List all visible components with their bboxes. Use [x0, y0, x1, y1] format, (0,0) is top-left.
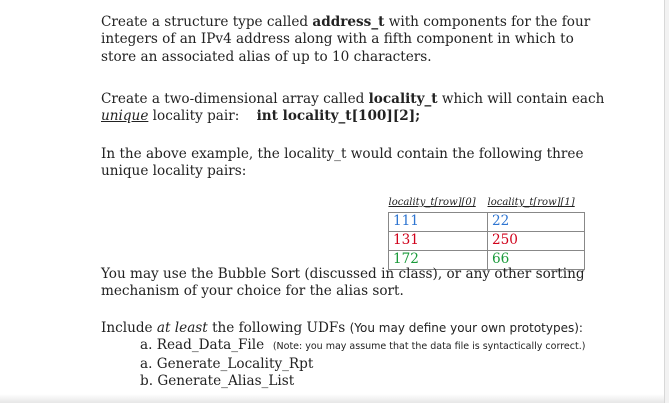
text: store an associated alias of up to 10 characters.	[101, 48, 432, 65]
text: (You may define your own prototypes):	[349, 321, 583, 335]
emphasis: at least	[156, 320, 208, 336]
page-bottom-shadow	[0, 394, 664, 403]
table-row	[389, 232, 585, 251]
emphasis: unique	[101, 108, 149, 125]
table-cell: 131	[389, 232, 488, 251]
text: Create a two-dimensional array called	[101, 91, 369, 107]
page-top-edge	[0, 0, 664, 2]
paragraph-example	[101, 146, 641, 181]
udf-note: (Note: you may assume that the data file is syntactically correct.)	[272, 341, 586, 353]
udf-item: b. Generate_Alias_List	[140, 373, 295, 390]
udf-item: a. Read_Data_File	[140, 337, 265, 354]
text: locality pair:	[148, 108, 240, 125]
text: the following UDFs	[207, 320, 350, 336]
table-cell: 66	[488, 251, 585, 270]
declaration: int locality_t[100][2];	[256, 108, 421, 125]
table-row	[389, 213, 585, 232]
column-header: locality_t[row][0]	[388, 197, 476, 208]
column-header: locality_t[row][1]	[487, 197, 575, 208]
text: mechanism of your choice for the alias sort.	[101, 283, 404, 300]
text: Create a structure type called	[101, 14, 313, 30]
paragraph-udfs	[101, 320, 641, 391]
table-cell: 250	[488, 232, 585, 251]
table-cell: 172	[389, 251, 488, 270]
text: You may use the Bubble Sort (discussed in class), or any other sorting	[101, 266, 585, 282]
text: with components for the four	[384, 14, 591, 30]
text: Include	[101, 320, 157, 336]
text: In the above example, the locality_t would contain the following three	[101, 146, 584, 162]
locality-table	[388, 194, 585, 270]
paragraph-sort	[101, 266, 641, 301]
bold-term: locality_t	[368, 91, 438, 107]
paragraph-address-struct	[101, 14, 641, 66]
text: unique locality pairs:	[101, 163, 247, 180]
text: integers of an IPv4 address along with a fifth component in which to	[101, 31, 574, 48]
text: which will contain each	[437, 91, 605, 107]
udf-item: a. Generate_Locality_Rpt	[140, 355, 314, 372]
table-cell: 22	[488, 213, 585, 232]
table-cell: 111	[389, 213, 488, 232]
bold-term: address_t	[312, 14, 385, 30]
paragraph-locality-array	[101, 91, 641, 126]
